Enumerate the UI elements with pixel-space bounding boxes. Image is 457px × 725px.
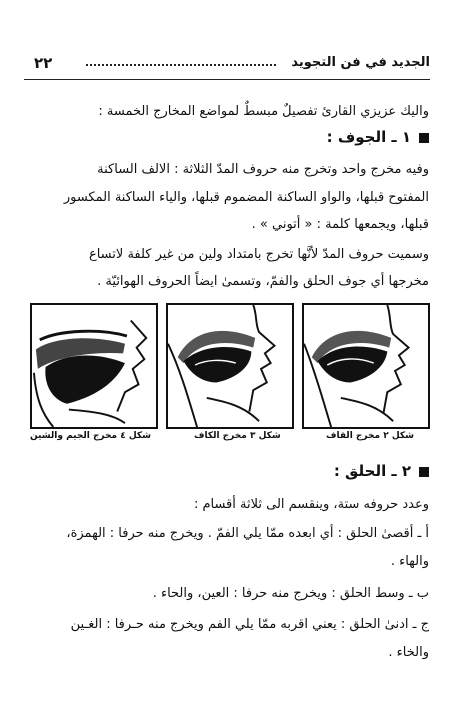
body-line: وسميت حروف المدّ لأنَّها تخرج بامتداد ولين من غير كلفة لاتساع <box>88 247 429 262</box>
body-line: وفيه مخرج واحد وتخرج منه حروف المدّ الثلاثة : الالف الساكنة <box>97 162 429 177</box>
square-bullet-icon <box>419 133 429 143</box>
figure-caption: شكل ٤ مخرج الجيم والشين <box>30 431 151 441</box>
header-rule <box>24 79 430 80</box>
body-line: المفتوح قبلها، والواو الساكنة المضموم قبلها، والياء الساكنة المكسور <box>63 190 429 205</box>
mouth-diagram-icon <box>168 305 292 427</box>
page-header <box>26 52 430 78</box>
section-heading-jawf <box>327 128 429 146</box>
intro-paragraph: واليك عزيزي القارئ تفصيلٌ مبسطٌ لمواضع المخارج الخمسة : <box>98 104 429 119</box>
body-line: ب ـ وسط الحلق : ويخرج منه حرفا : العين، والحاء . <box>152 586 429 601</box>
square-bullet-icon <box>419 467 429 477</box>
body-line: والخاء . <box>388 645 429 660</box>
running-title: الجديد في فن التجويد <box>291 55 430 70</box>
section-heading-text: ١ ـ الجوف : <box>326 128 411 146</box>
body-line: قبلها، ويجمعها كلمة : « أتوني » . <box>251 217 429 232</box>
page-number: ٢٢ <box>34 54 53 72</box>
figure-qaf <box>302 303 430 429</box>
section-heading-halq <box>334 462 429 480</box>
header-dotted-leader <box>86 64 276 66</box>
body-line: مخرجها أي جوف الحلق والفمّ، وتسمىٰ ايضاً الحروف الهوائيّة . <box>97 274 429 289</box>
figure-caption: شكل ٢ مخرج القاف <box>326 431 414 441</box>
body-line: أ ـ أقصىٰ الحلق : أي ابعده ممّا يلي الفمّ . ويخرج منه حرفا : الهمزة، <box>66 526 429 541</box>
body-line: والهاء . <box>390 554 429 569</box>
figure-jim-shin <box>30 303 158 429</box>
body-line: وعدد حروفه ستة، وينقسم الى ثلاثة أقسام : <box>193 497 429 512</box>
section-heading-text: ٢ ـ الحلق : <box>333 462 411 480</box>
figure-kaf <box>166 303 294 429</box>
mouth-diagram-icon <box>304 305 428 427</box>
body-line: ج ـ ادنىٰ الحلق : يعني اقربه ممّا يلي الفم ويخرج منه حـرفا : الغـين <box>70 617 429 632</box>
figure-caption: شكل ٣ مخرج الكاف <box>194 431 281 441</box>
mouth-diagram-icon <box>32 305 156 427</box>
figures-row <box>30 303 430 445</box>
